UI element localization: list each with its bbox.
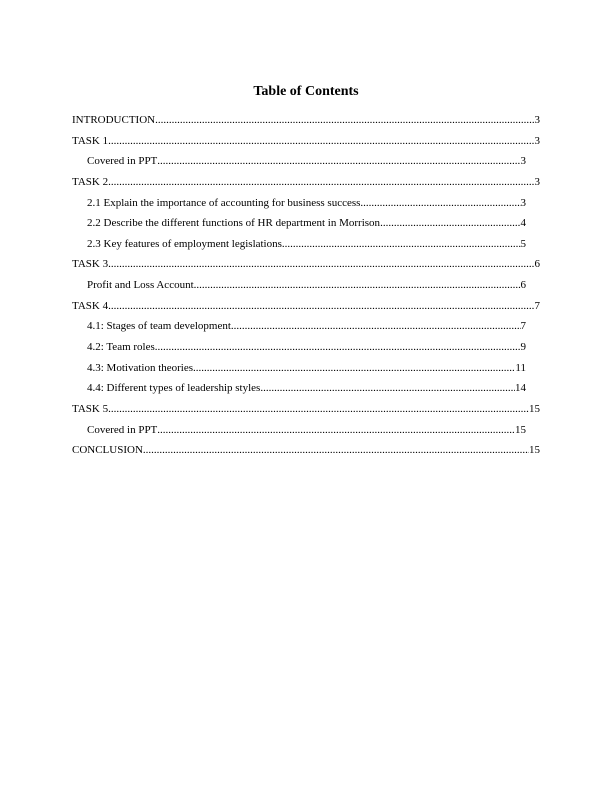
- toc-entry-section[interactable]: [72, 257, 540, 278]
- toc-dot-leader: [193, 361, 515, 375]
- toc-entry-label: INTRODUCTION: [72, 114, 156, 126]
- toc-entry-page-number: 15: [529, 402, 540, 415]
- toc-entry-label: CONCLUSION: [72, 444, 143, 457]
- toc-entry-page-number: 11: [515, 361, 526, 374]
- toc-entry-label: TASK 1: [72, 134, 109, 147]
- toc-entry-section[interactable]: [72, 134, 540, 155]
- toc-entry-page-number: 7: [520, 320, 526, 333]
- toc-title: Table of Contents: [253, 84, 359, 99]
- toc-entry-page-number: 3: [534, 134, 540, 147]
- toc-dot-leader: [260, 381, 515, 395]
- toc-entry-subsection[interactable]: [87, 340, 526, 361]
- toc-entry-label: 4.3: Motivation theories: [87, 361, 194, 374]
- toc-entry-label: 4.1: Stages of team development: [87, 320, 231, 333]
- toc-entry-section[interactable]: [72, 402, 540, 423]
- toc-entry-subsection[interactable]: [87, 237, 526, 258]
- toc-dot-leader: [108, 402, 529, 416]
- toc-entry-subsection[interactable]: [87, 423, 526, 444]
- toc-entry-subsection[interactable]: [87, 361, 526, 382]
- toc-dot-leader: [231, 319, 521, 333]
- toc-entry-label: 4.4: Different types of leadership styles: [87, 382, 261, 395]
- toc-entry-label: TASK 4: [72, 299, 109, 312]
- toc-entry-subsection[interactable]: [87, 278, 526, 299]
- toc-entry-subsection[interactable]: [87, 319, 526, 340]
- toc-entry-label: Covered in PPT: [87, 155, 158, 168]
- toc-entry-subsection[interactable]: [87, 381, 526, 402]
- toc-entry-label: 2.2 Describe the different functions of HR department in Morrison: [87, 217, 381, 230]
- toc-entry-label: 4.2: Team roles: [87, 341, 155, 354]
- toc-entry-subsection[interactable]: [87, 154, 526, 175]
- toc-dot-leader: [108, 299, 534, 313]
- toc-dot-leader: [108, 257, 534, 271]
- toc-dot-leader: [155, 113, 534, 127]
- toc-list: [72, 113, 540, 464]
- toc-entry-label: 2.3 Key features of employment legislations: [87, 237, 282, 250]
- toc-entry-section[interactable]: [72, 175, 540, 196]
- toc-dot-leader: [108, 134, 534, 148]
- toc-entry-page-number: 5: [520, 237, 526, 250]
- toc-entry-page-number: 15: [515, 423, 526, 436]
- toc-entry-page-number: 3: [520, 155, 526, 168]
- toc-entry-label: Profit and Loss Account: [87, 279, 194, 292]
- toc-entry-page-number: 7: [534, 299, 540, 312]
- toc-entry-section[interactable]: [72, 443, 540, 464]
- toc-dot-leader: [194, 278, 521, 292]
- toc-entry-page-number: 15: [529, 444, 540, 457]
- toc-entry-section[interactable]: [72, 113, 540, 134]
- toc-dot-leader: [282, 237, 521, 251]
- toc-dot-leader: [360, 196, 520, 210]
- toc-entry-subsection[interactable]: [87, 216, 526, 237]
- toc-entry-page-number: 9: [520, 341, 526, 354]
- toc-dot-leader: [108, 175, 534, 189]
- toc-entry-label: TASK 2: [72, 175, 109, 188]
- toc-dot-leader: [143, 443, 529, 457]
- toc-entry-page-number: 3: [534, 175, 540, 188]
- toc-dot-leader: [155, 340, 521, 354]
- toc-entry-page-number: 3: [534, 114, 540, 126]
- toc-dot-leader: [380, 216, 520, 230]
- toc-entry-page-number: 3: [520, 196, 526, 209]
- toc-dot-leader: [157, 423, 515, 437]
- toc-dot-leader: [157, 154, 520, 168]
- toc-entry-page-number: 4: [520, 217, 526, 230]
- toc-entry-label: Covered in PPT: [87, 423, 158, 436]
- toc-entry-section[interactable]: [72, 299, 540, 320]
- toc-entry-label: 2.1 Explain the importance of accounting for business success: [87, 196, 361, 209]
- toc-entry-page-number: 14: [515, 382, 526, 395]
- toc-entry-page-number: 6: [520, 279, 526, 292]
- toc-entry-page-number: 6: [534, 258, 540, 271]
- toc-entry-label: TASK 5: [72, 402, 109, 415]
- toc-entry-subsection[interactable]: [87, 196, 526, 217]
- toc-entry-label: TASK 3: [72, 258, 109, 271]
